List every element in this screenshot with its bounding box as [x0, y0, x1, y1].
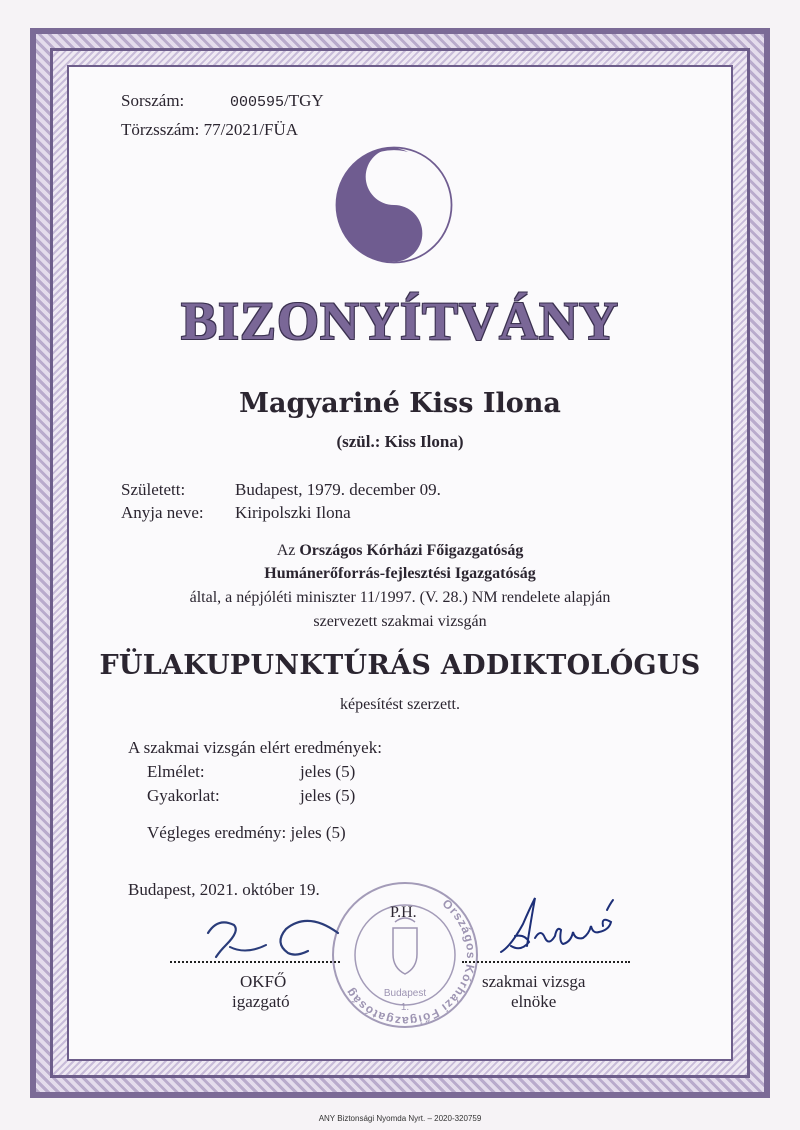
director-signature-line	[170, 961, 340, 963]
issuer-organization: Országos Kórházi Főigazgatóság	[299, 542, 524, 559]
printer-imprint: ANY Biztonsági Nyomda Nyrt. – 2020-320759	[318, 1114, 482, 1123]
qualification-title: FÜLAKUPUNKTÚRÁS ADDIKTOLÓGUS	[99, 650, 701, 681]
final-result: Végleges eredmény: jeles (5)	[147, 823, 346, 842]
serial-number	[230, 91, 324, 113]
place-date: Budapest, 2021. október 19.	[128, 880, 320, 899]
born-value: Budapest, 1979. december 09.	[235, 480, 441, 499]
issuer-line-2: Humánerőforrás-fejlesztési Igazgatóság	[264, 565, 536, 582]
issuer-line-3: által, a népjóléti miniszter 11/1997. (V. 28.) NM rendelete alapján	[189, 589, 611, 606]
president-title-1: szakmai vizsga	[482, 972, 586, 991]
theory-value: jeles (5)	[300, 762, 356, 781]
theory-label: Elmélet:	[147, 762, 205, 781]
mother-label: Anyja neve:	[121, 503, 204, 522]
president-signature-line	[462, 961, 630, 963]
practice-value: jeles (5)	[300, 786, 356, 805]
director-title-2: igazgató	[232, 992, 290, 1011]
president-signature	[495, 892, 635, 964]
serial-label: Sorszám:	[121, 91, 185, 110]
yin-yang-emblem	[335, 146, 453, 264]
mother-value: Kiripolszki Ilona	[235, 503, 351, 522]
director-title-1: OKFŐ	[240, 972, 287, 991]
register-number: Törzsszám: 77/2021/FÜA	[121, 120, 299, 139]
serial-suffix: /TGY	[284, 91, 324, 110]
practice-label: Gyakorlat:	[147, 786, 220, 805]
issuer-prefix: Az	[276, 542, 300, 559]
results-heading: A szakmai vizsgán elért eredmények:	[128, 738, 382, 757]
stamp-city: Budapest	[383, 988, 427, 999]
president-title-2: elnöke	[511, 992, 557, 1011]
issuer-line-1	[0, 541, 800, 561]
stamp-ring-text: Országos Kórházi Főigazgatóság	[342, 896, 479, 1029]
qualification-suffix: képesítést szerzett.	[340, 696, 460, 713]
serial-value: 000595	[230, 94, 285, 111]
issuer-line-4: szervezett szakmai vizsgán	[313, 613, 487, 630]
director-signature	[200, 905, 350, 965]
stamp-number: 1.	[400, 1002, 410, 1013]
coat-of-arms-icon	[393, 928, 417, 974]
stamp-ph: P.H.	[390, 904, 417, 921]
holder-birth-name: (szül.: Kiss Ilona)	[336, 432, 464, 451]
born-label: Született:	[121, 480, 186, 499]
holder-name: Magyariné Kiss Ilona	[239, 388, 561, 419]
certificate-title: BIZONYÍTVÁNY	[180, 291, 620, 351]
